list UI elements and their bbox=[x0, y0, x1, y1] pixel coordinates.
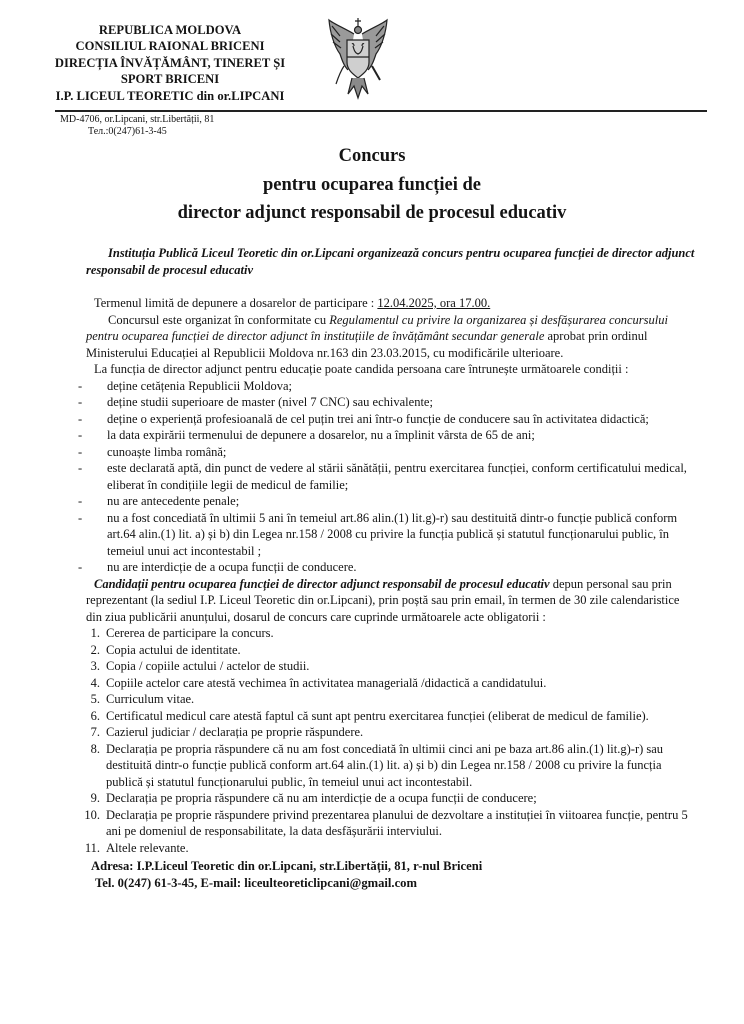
document-item: 3. Copia / copiile actului / actelor de studii. bbox=[90, 659, 310, 673]
document-item: 5. Curriculum vitae. bbox=[90, 692, 195, 706]
conditions-list bbox=[86, 378, 690, 576]
document-item-text: Declarația pe propria răspundere că nu am interdicție de a ocupa funcții de conducere; bbox=[106, 791, 537, 805]
header-phone: Тел.:0(247)61-3-45 bbox=[88, 126, 167, 137]
candidates-paragraph bbox=[86, 576, 690, 626]
document-title-line2: pentru ocuparea funcției de bbox=[262, 175, 482, 195]
document-item-text: Cazierul judiciar / declarația pe proprie răspundere. bbox=[106, 725, 364, 739]
header-line: I.P. LICEUL TEORETIC din or.LIPCANI bbox=[55, 88, 285, 103]
document-item: 7. Cazierul judiciar / declarația pe proprie răspundere. bbox=[90, 725, 364, 739]
header-line: SPORT BRICENI bbox=[120, 72, 220, 87]
condition-item: - cunoaște limba română; bbox=[86, 444, 690, 461]
regulation-suffix: aprobat prin ordinul Ministerului Educației al Republicii Moldova nr.163 din 23.03.2015, cu modificările ulterioare. bbox=[86, 329, 648, 360]
header-contact bbox=[60, 114, 214, 138]
document-body bbox=[86, 295, 690, 892]
regulation-prefix: Concursul este organizat în conformitate cu bbox=[108, 312, 327, 327]
header-address: MD-4706, or.Lipcani, str.Libertății, 81 bbox=[60, 114, 215, 125]
footer-phone-email: Tel. 0(247) 61-3-45, E-mail: liceulteoreticlipcani@gmail.com bbox=[95, 876, 417, 890]
document-item-text: Certificatul medicul care atestă faptul că sunt apt pentru exercitarea funcției (eliberat de medicul de familie). bbox=[106, 708, 649, 723]
document-item-text: Curriculum vitae. bbox=[106, 692, 195, 706]
document-item: 8. Declarația pe propria răspundere că nu am fost concediată în ultimii cinci ani pe baza art.86 alin.(1) lit.g)-r) sau destituită dintr-o funcție publică conform art.64 alin.(1) lit. a) și b) din Legea nr.158 / 2008 cu privire la funcția publică și statutul funcționarului public, în temeiul unui act incontestabil. bbox=[90, 741, 664, 789]
document-item: 2. Copia actului de identitate. bbox=[90, 642, 241, 657]
document-item: 4. Copiile actelor care atestă vechimea în activitatea managerială /didactică a candidatului. bbox=[90, 675, 547, 690]
header-divider bbox=[55, 110, 707, 112]
document-item-text: Copia actului de identitate. bbox=[106, 642, 241, 657]
document-item-text: Altele relevante. bbox=[106, 840, 189, 855]
document-item-text: Declarația pe proprie răspundere privind prezentarea planului de dezvoltare a instituției în viitoarea funcție, pentru 5 ani pe domeniul de responsabilitate, la data desfășurării interviului. bbox=[106, 807, 688, 838]
condition-item: - deține studii superioare de master (nivel 7 CNC) sau echivalente; bbox=[86, 394, 690, 411]
condition-item: - deține o experiență profesioanală de cel puțin trei ani într-o funcție de conducere sau în activitatea didactică; bbox=[86, 411, 690, 428]
footer-address: Adresa: I.P.Liceul Teoretic din or.Lipcani, str.Libertății, 81, r-nul Briceni bbox=[91, 859, 483, 873]
conditions-intro: La funcția de director adjunct pentru educație poate candida persoana care întrunește următoarele condiții : bbox=[94, 362, 629, 376]
deadline-value: 12.04.2025, ora 17.00. bbox=[377, 296, 491, 310]
condition-item: - deține cetățenia Republicii Moldova; bbox=[86, 378, 690, 395]
header-line: REPUBLICA MOLDOVA bbox=[98, 23, 242, 37]
header-line: CONSILIUL RAIONAL BRICENI bbox=[75, 39, 265, 54]
institution-header bbox=[30, 22, 310, 104]
regulation-title: Regulamentul cu privire la organizarea și desfășurarea concursului pentru ocuparea funcției de director adjunct în instituțiile de învățământ secundar generale bbox=[86, 312, 668, 343]
document-item-text: Cererea de participare la concurs. bbox=[106, 626, 274, 640]
document-item: 10. Declarația pe proprie răspundere privind prezentarea planului de dezvoltare a instituției în viitoarea funcție, pentru 5 ani pe domeniul de responsabilitate, la data desfășurării interviului. bbox=[84, 807, 688, 838]
condition-item: - nu are antecedente penale; bbox=[86, 493, 690, 510]
condition-item: - la data expirării termenului de depunere a dosarelor, nu a împlinit vârsta de 65 de ani; bbox=[86, 427, 690, 444]
document-item: 6. Certificatul medicul care atestă faptul că sunt apt pentru exercitarea funcției (eliberat de medicul de familie). bbox=[90, 708, 649, 723]
candidates-text: depun personal sau prin reprezentant (la sediul I.P. Liceul Teoretic din or.Lipcani), prin poștă sau prin email, în termen de 30 zile calendaristice din ziua publicării anunțului, dosarul de concurs care cuprinde următoarele acte obligatorii : bbox=[86, 576, 680, 624]
document-title-line3: director adjunct responsabil de procesul educativ bbox=[177, 203, 567, 223]
document-item: 1. Cererea de participare la concurs. bbox=[90, 626, 274, 640]
condition-item: - nu a fost concediată în ultimii 5 ani în temeiul art.86 alin.(1) lit.g)-r) sau destituită dintr-o funcție publică conform art.64 alin.(1) lit. a) și b) din Legea nr.158 / 2008 cu privire la funcția publică și statutul funcționarului public, în temeiul unui act incontestabil ; bbox=[86, 510, 690, 560]
candidates-heading: Candidații pentru ocuparea funcției de director adjunct responsabil de procesul educativ bbox=[94, 576, 550, 591]
condition-item: - este declarată aptă, din punct de vedere al stării sănătății, pentru exercitarea funcției, conform certificatului medical, eliberat în condițiile legii de medicul de familie; bbox=[86, 460, 690, 493]
document-title: Concurs bbox=[338, 146, 406, 166]
deadline-label: Termenul limită de depunere a dosarelor de participare : bbox=[94, 296, 375, 310]
document-item-text: Copia / copiile actului / actelor de studii. bbox=[106, 659, 310, 673]
document-item-text: Copiile actelor care atestă vechimea în activitatea managerială /didactică a candidatului. bbox=[106, 675, 547, 690]
document-item-text: Declarația pe propria răspundere că nu am fost concediată în ultimii cinci ani pe baza art.86 alin.(1) lit.g)-r) sau destituită dintr-o funcție publică conform art.64 alin.(1) lit. a) și b) din Legea nr.158 / 2008 cu privire la funcția publică și statutul funcționarului public, în temeiul unui act incontestabil. bbox=[106, 741, 664, 789]
regulation-paragraph bbox=[86, 312, 690, 362]
coat-of-arms-icon bbox=[326, 16, 390, 104]
header-line: DIRECȚIA ÎNVĂȚĂMÂNT, TINERET ȘI bbox=[54, 55, 286, 70]
deadline-paragraph bbox=[86, 295, 690, 312]
documents-list bbox=[86, 625, 690, 856]
document-item: 9. Declarația pe propria răspundere că nu am interdicție de a ocupa funcții de conducere; bbox=[90, 791, 537, 805]
document-item: 11. Altele relevante. bbox=[84, 840, 189, 855]
condition-item: - nu are interdicție de a ocupa funcții de conducere. bbox=[86, 559, 690, 576]
intro-paragraph: Instituția Publică Liceul Teoretic din or.Lipcani organizează concurs pentru ocuparea funcției de director adjunct responsabil de procesul educativ bbox=[86, 246, 695, 277]
footer-contact bbox=[86, 858, 690, 892]
